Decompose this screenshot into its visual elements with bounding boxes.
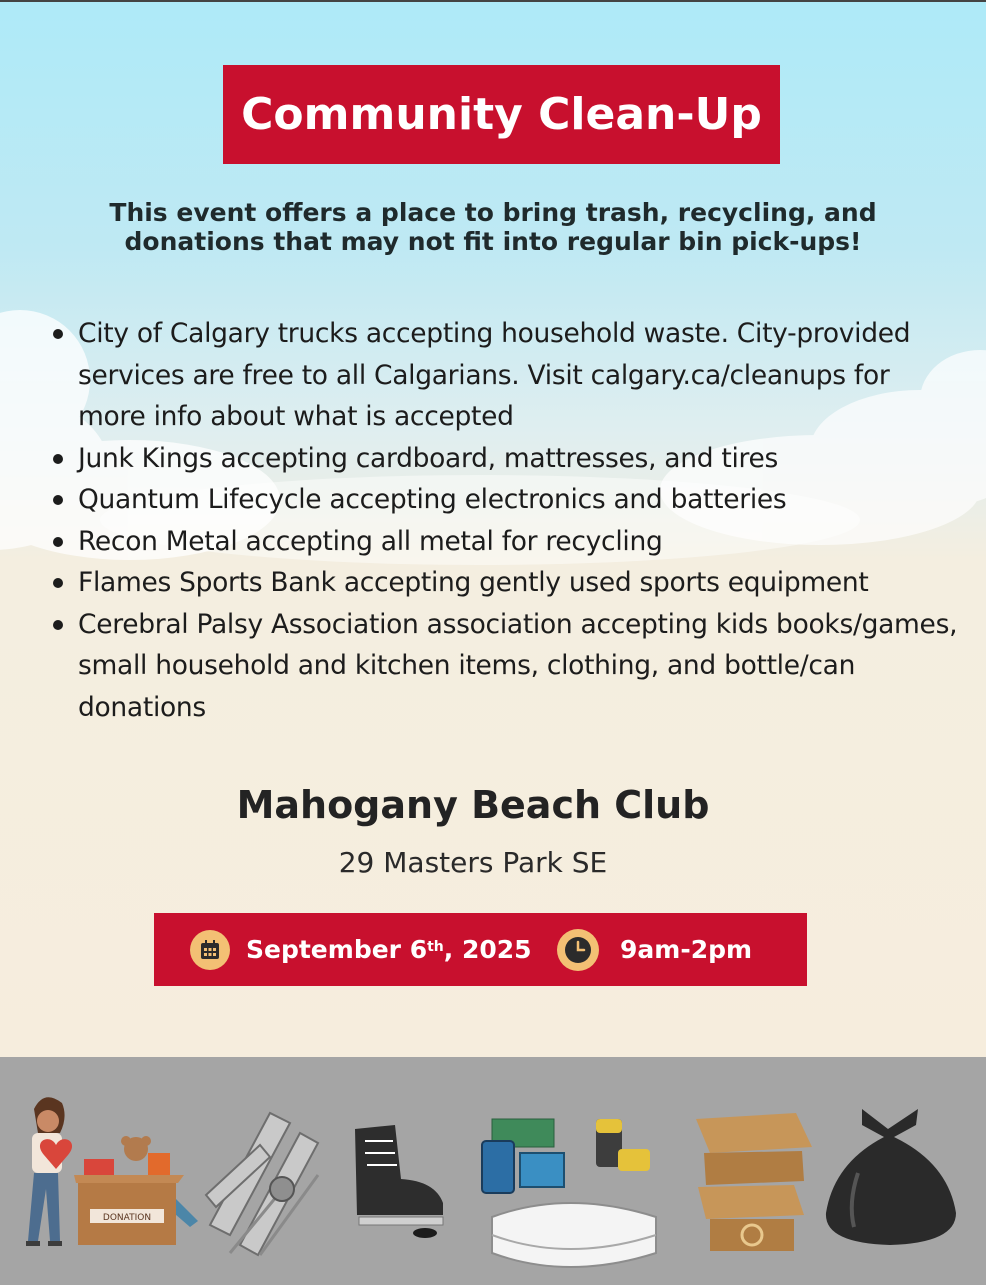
list-item: Cerebral Palsy Association association accepting kids books/games, small household and kitchen items, clothing, and bottle/can donations (52, 604, 962, 729)
list-item: Quantum Lifecycle accepting electronics and batteries (52, 479, 962, 521)
page-title: Community Clean-Up (241, 89, 762, 140)
title-banner (223, 65, 780, 164)
date-time-bar (154, 913, 807, 986)
date-main: September 6 (246, 935, 428, 964)
metal-illustration (200, 1105, 330, 1260)
calendar-icon (190, 930, 230, 970)
donation-illustration (18, 1091, 208, 1251)
list-item: Flames Sports Bank accepting gently used sports equipment (52, 562, 962, 604)
venue-name: Mahogany Beach Club (236, 783, 710, 827)
event-subtitle: This event offers a place to bring trash, recycling, and donations that may not fit into regular bin pick-ups! (109, 198, 877, 256)
vendor-list (52, 313, 962, 728)
cardboard-illustration (676, 1107, 821, 1257)
venue-address: 29 Masters Park SE (338, 846, 608, 879)
donation-box-label: DONATION (102, 1213, 152, 1223)
date-year: , 2025 (443, 935, 532, 964)
event-date (246, 935, 532, 965)
electronics-mattress-illustration (478, 1113, 663, 1278)
event-hours: 9am-2pm (620, 935, 753, 964)
list-item: Junk Kings accepting cardboard, mattresses, and tires (52, 438, 962, 480)
trash-bag-illustration (818, 1103, 963, 1253)
clock-icon (557, 929, 599, 971)
illustration-footer (0, 1057, 986, 1285)
skate-illustration (345, 1119, 455, 1239)
date-suffix: th (427, 939, 444, 955)
list-item: City of Calgary trucks accepting household waste. City-provided services are free to all Calgarians. Visit calgary.ca/cleanups for more info about what is accepted (52, 313, 962, 438)
list-item: Recon Metal accepting all metal for recycling (52, 521, 962, 563)
